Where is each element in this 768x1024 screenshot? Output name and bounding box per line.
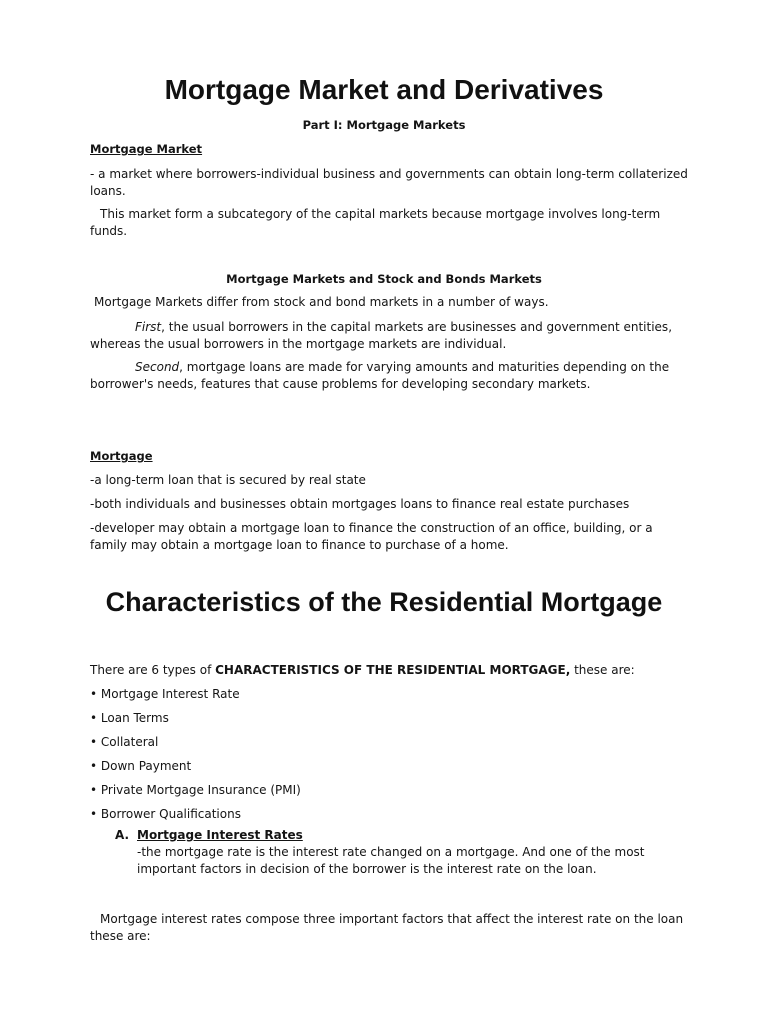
intro-after: these are: bbox=[570, 663, 635, 677]
characteristics-intro bbox=[90, 662, 690, 679]
characteristic-bullet: • Borrower Qualifications bbox=[90, 807, 241, 821]
interest-rates-heading bbox=[115, 827, 695, 844]
comparison-intro: Mortgage Markets differ from stock and bond markets in a number of ways. bbox=[94, 295, 549, 309]
mortgage-market-definition: - a market where borrowers-individual business and governments can obtain long-term collaterized loans. bbox=[90, 167, 688, 198]
comparison-second-paragraph bbox=[90, 359, 690, 392]
list-marker: A. bbox=[115, 828, 130, 842]
mortgage-market-heading: Mortgage Market bbox=[90, 142, 203, 156]
document-title: Mortgage Market and Derivatives bbox=[164, 74, 604, 105]
intro-before: There are 6 types of bbox=[90, 663, 216, 677]
interest-rates-heading-text: Mortgage Interest Rates bbox=[137, 828, 303, 842]
characteristic-bullet: • Collateral bbox=[90, 735, 159, 749]
comparison-heading: Mortgage Markets and Stock and Bonds Markets bbox=[226, 272, 542, 286]
second-label: Second bbox=[135, 360, 180, 374]
mortgage-market-note: This market form a subcategory of the capital markets because mortgage involves long-term funds. bbox=[90, 207, 661, 238]
characteristic-bullet: • Loan Terms bbox=[90, 711, 169, 725]
mortgage-point: -a long-term loan that is secured by real state bbox=[90, 473, 366, 487]
characteristic-bullet: • Mortgage Interest Rate bbox=[90, 687, 240, 701]
mortgage-heading: Mortgage bbox=[90, 449, 153, 463]
intro-bold: CHARACTERISTICS OF THE RESIDENTIAL MORTGAGE, bbox=[215, 663, 571, 677]
mortgage-point: -both individuals and businesses obtain mortgages loans to finance real estate purchases bbox=[90, 497, 630, 511]
section-title: Characteristics of the Residential Mortgage bbox=[105, 587, 663, 617]
characteristic-bullet: • Private Mortgage Insurance (PMI) bbox=[90, 783, 301, 797]
comparison-first-paragraph bbox=[90, 319, 690, 352]
second-text: , mortgage loans are made for varying amounts and maturities depending on the borrower's needs, features that cause problems for developing secondary markets. bbox=[90, 360, 670, 391]
mortgage-point: -developer may obtain a mortgage loan to finance the construction of an office, building, or a family may obtain a mortgage loan to finance to purchase of a home. bbox=[90, 521, 653, 552]
first-label: First bbox=[135, 320, 162, 334]
interest-rates-factors-intro: Mortgage interest rates compose three important factors that affect the interest rate on the loan these are: bbox=[90, 912, 684, 943]
part-heading: Part I: Mortgage Markets bbox=[302, 118, 466, 132]
characteristic-bullet: • Down Payment bbox=[90, 759, 192, 773]
first-text: , the usual borrowers in the capital markets are businesses and government entities, whereas the usual borrowers in the mortgage markets are individual. bbox=[90, 320, 673, 351]
interest-rates-definition: -the mortgage rate is the interest rate changed on a mortgage. And one of the most important factors in decision of the borrower is the interest rate on the loan. bbox=[137, 845, 645, 876]
